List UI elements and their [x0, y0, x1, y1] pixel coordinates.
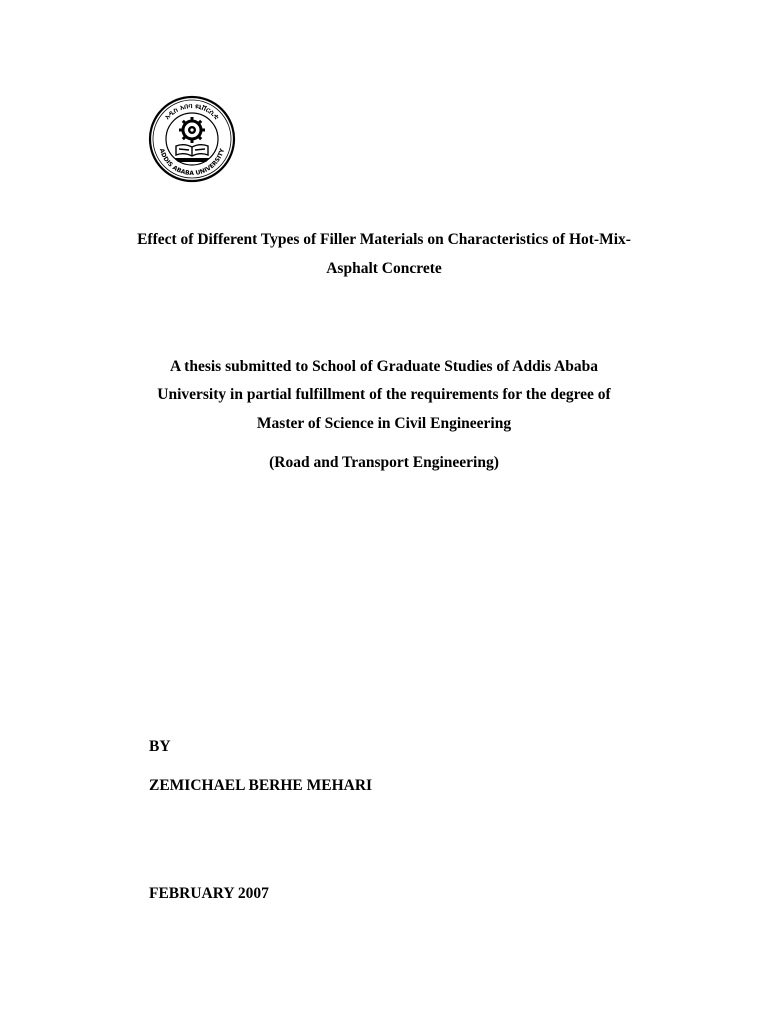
gear-icon [179, 117, 205, 143]
submission-date: FEBRUARY 2007 [149, 885, 269, 902]
submission-line-2: University in partial fulfillment of the requirements for the degree of [157, 386, 611, 403]
submission-line-1: A thesis submitted to School of Graduate Studies of Addis Ababa [169, 358, 599, 375]
author-name: ZEMICHAEL BERHE MEHARI [149, 777, 373, 794]
specialization: (Road and Transport Engineering) [269, 454, 499, 471]
thesis-title-line-2: Asphalt Concrete [326, 260, 442, 277]
book-icon [176, 145, 208, 156]
university-seal-icon [148, 94, 236, 184]
seal-top-text: አዲስ አበባ ዩኒቨርሲቲ [163, 101, 221, 122]
seal-bottom-text: ADDIS ABABA UNIVERSITY [157, 147, 227, 178]
by-label: BY [149, 738, 171, 755]
thesis-title-line-1: Effect of Different Types of Filler Materials on Characteristics of Hot-Mix- [137, 231, 631, 248]
submission-line-3: Master of Science in Civil Engineering [256, 415, 512, 432]
